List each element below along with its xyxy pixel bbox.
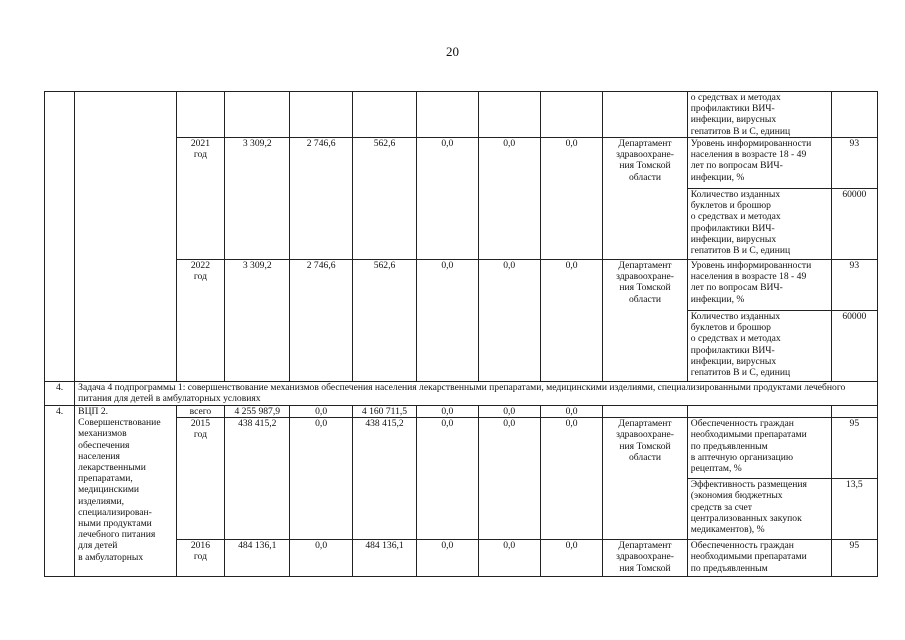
value-cell bbox=[225, 92, 290, 138]
row-number-cell: 4. bbox=[45, 406, 75, 577]
department-cell: Департамент здравоохране- ния Томской области bbox=[603, 138, 688, 260]
value-cell: 0,0 bbox=[478, 138, 540, 260]
department-cell bbox=[603, 92, 688, 138]
indicator-value-cell bbox=[831, 406, 877, 418]
value-cell: 0,0 bbox=[540, 540, 602, 577]
page-number: 20 bbox=[446, 44, 459, 59]
value-cell: 0,0 bbox=[417, 138, 478, 260]
task-description-cell: Задача 4 подпрограммы 1: совершенствование механизмов обеспечения населения лекарственными препаратами, медицинскими изделиями, специализированными продуктами лечебного питания для детей в амбулаторных условиях bbox=[75, 382, 878, 406]
value-cell: 4 160 711,5 bbox=[352, 406, 416, 418]
value-cell: 3 309,2 bbox=[225, 260, 290, 382]
value-cell: 438 415,2 bbox=[225, 418, 290, 540]
value-cell: 2 746,6 bbox=[290, 138, 352, 260]
indicator-cell: Обеспеченность граждан необходимыми препаратами по предъявленным bbox=[687, 540, 831, 577]
vcp-total-row bbox=[45, 406, 878, 418]
value-cell: 0,0 bbox=[478, 260, 540, 382]
value-cell bbox=[540, 92, 602, 138]
department-cell: Департамент здравоохране- ния Томской bbox=[603, 540, 688, 577]
value-cell: 484 136,1 bbox=[225, 540, 290, 577]
activity-name-cell: ВЦП 2. Совершенствование механизмов обеспечения населения лекарственными препаратами, медицинскими изделиями, специализирован- ными продуктами лечебного питания для детей в амбулаторных bbox=[75, 406, 177, 577]
value-cell: 562,6 bbox=[352, 138, 416, 260]
value-cell: 0,0 bbox=[478, 540, 540, 577]
value-cell: 0,0 bbox=[478, 418, 540, 540]
indicator-cell: Обеспеченность граждан необходимыми препаратами по предъявленным в аптечную организацию рецептам, % bbox=[687, 418, 831, 479]
program-table bbox=[44, 91, 878, 577]
year-cell bbox=[176, 92, 224, 138]
value-cell: 2 746,6 bbox=[290, 260, 352, 382]
indicator-value-cell: 60000 bbox=[831, 311, 877, 382]
department-cell bbox=[603, 406, 688, 418]
value-cell: 562,6 bbox=[352, 260, 416, 382]
indicator-value-cell: 93 bbox=[831, 260, 877, 311]
indicator-value-cell bbox=[831, 92, 877, 138]
value-cell: 0,0 bbox=[540, 406, 602, 418]
value-cell bbox=[478, 92, 540, 138]
department-cell: Департамент здравоохране- ния Томской области bbox=[603, 260, 688, 382]
value-cell: 0,0 bbox=[290, 540, 352, 577]
indicator-cell: о средствах и методах профилактики ВИЧ- инфекции, вирусных гепатитов В и С, единиц bbox=[687, 92, 831, 138]
indicator-cell bbox=[687, 406, 831, 418]
value-cell: 484 136,1 bbox=[352, 540, 416, 577]
value-cell: 0,0 bbox=[417, 406, 478, 418]
row-number-cell: 4. bbox=[45, 382, 75, 406]
continuation-row bbox=[45, 92, 878, 138]
activity-name-cell bbox=[75, 92, 177, 382]
value-cell: 438 415,2 bbox=[352, 418, 416, 540]
year-cell: 2021 год bbox=[176, 138, 224, 260]
value-cell: 0,0 bbox=[417, 540, 478, 577]
indicator-cell: Количество изданных буклетов и брошюр о средствах и методах профилактики ВИЧ- инфекции, вирусных гепатитов В и С, единиц bbox=[687, 189, 831, 260]
indicator-cell: Количество изданных буклетов и брошюр о средствах и методах профилактики ВИЧ- инфекции, вирусных гепатитов В и С, единиц bbox=[687, 311, 831, 382]
value-cell: 0,0 bbox=[417, 418, 478, 540]
indicator-cell: Эффективность размещения (экономия бюджетных средств за счет централизованных закупок медикаментов), % bbox=[687, 479, 831, 540]
indicator-value-cell: 60000 bbox=[831, 189, 877, 260]
value-cell bbox=[352, 92, 416, 138]
value-cell bbox=[417, 92, 478, 138]
indicator-cell: Уровень информированности населения в возрасте 18 - 49 лет по вопросам ВИЧ- инфекции, % bbox=[687, 260, 831, 311]
year-cell: 2015 год bbox=[176, 418, 224, 540]
value-cell: 4 255 987,9 bbox=[225, 406, 290, 418]
value-cell: 0,0 bbox=[417, 260, 478, 382]
department-cell: Департамент здравоохране- ния Томской области bbox=[603, 418, 688, 540]
row-number-cell bbox=[45, 92, 75, 382]
value-cell: 0,0 bbox=[290, 418, 352, 540]
indicator-value-cell: 13,5 bbox=[831, 479, 877, 540]
year-cell: всего bbox=[176, 406, 224, 418]
year-cell: 2022 год bbox=[176, 260, 224, 382]
value-cell: 0,0 bbox=[540, 138, 602, 260]
value-cell: 0,0 bbox=[540, 260, 602, 382]
task-row bbox=[45, 382, 878, 406]
indicator-value-cell: 95 bbox=[831, 418, 877, 479]
indicator-value-cell: 95 bbox=[831, 540, 877, 577]
value-cell: 3 309,2 bbox=[225, 138, 290, 260]
value-cell: 0,0 bbox=[540, 418, 602, 540]
indicator-cell: Уровень информированности населения в возрасте 18 - 49 лет по вопросам ВИЧ- инфекции, % bbox=[687, 138, 831, 189]
indicator-value-cell: 93 bbox=[831, 138, 877, 189]
value-cell: 0,0 bbox=[478, 406, 540, 418]
value-cell: 0,0 bbox=[290, 406, 352, 418]
year-cell: 2016 год bbox=[176, 540, 224, 577]
value-cell bbox=[290, 92, 352, 138]
